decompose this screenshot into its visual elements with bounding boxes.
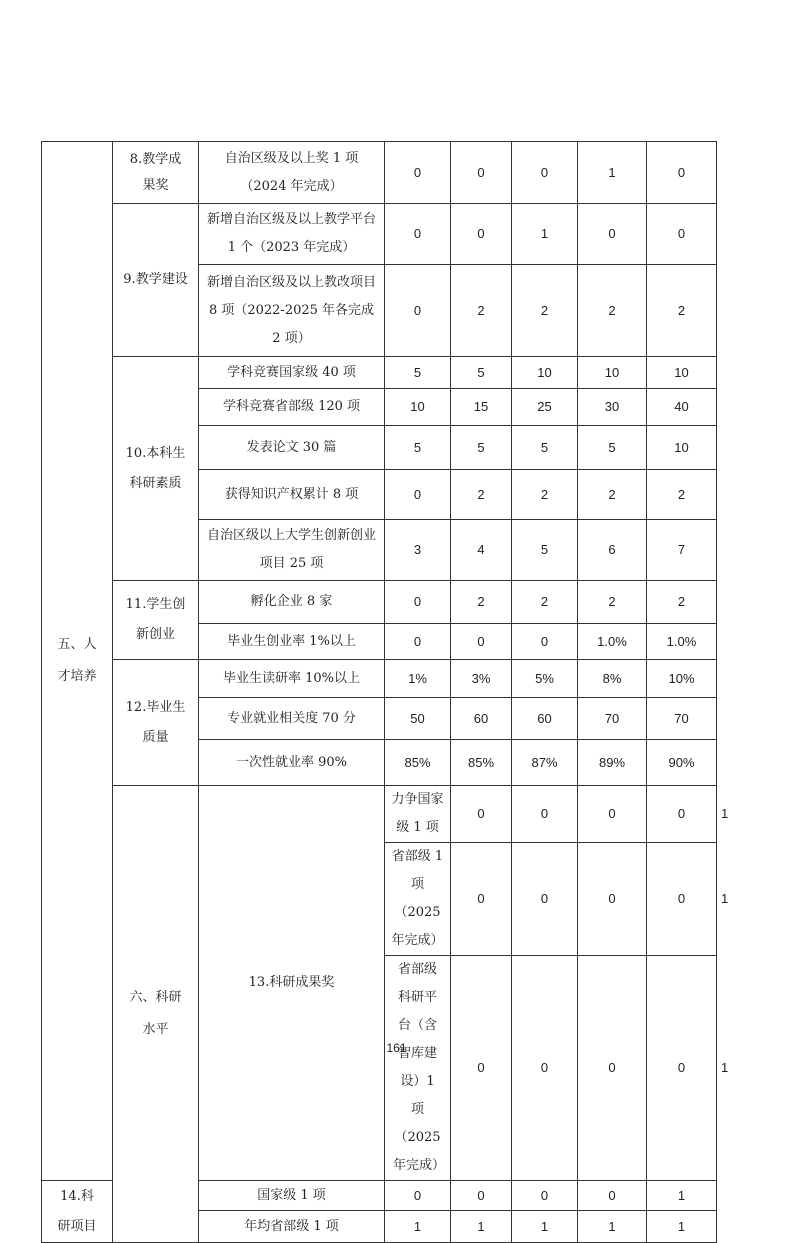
value-cell: 0 — [647, 786, 717, 843]
value-cell: 87% — [512, 740, 578, 786]
value-cell: 89% — [578, 740, 647, 786]
indicator-cell: 一次性就业率 90% — [199, 740, 385, 786]
table-row: 省部级科研平台（含智库建设）1 项（2025 年完成） 0 0 0 0 1 — [42, 956, 717, 1181]
value-cell: 0 — [385, 265, 451, 357]
value-cell: 2 — [578, 265, 647, 357]
subcategory-cell: 9.教学建设 — [113, 204, 199, 357]
value-cell: 0 — [647, 956, 717, 1181]
value-cell: 2 — [451, 581, 512, 624]
value-cell: 0 — [385, 142, 451, 204]
value-cell: 5 — [512, 426, 578, 470]
value-cell: 70 — [578, 698, 647, 740]
indicator-cell: 发表论文 30 篇 — [199, 426, 385, 470]
value-cell: 0 — [647, 204, 717, 265]
value-cell: 10% — [647, 660, 717, 698]
page-number: 161 — [386, 1041, 407, 1055]
value-cell: 0 — [578, 204, 647, 265]
table-row — [42, 142, 717, 204]
value-cell: 0 — [647, 142, 717, 204]
subcategory-cell: 13.科研成果奖 — [199, 786, 385, 1181]
table-row — [42, 204, 717, 265]
table-row: 六、科研水平 13.科研成果奖 力争国家级 1 项 0 0 0 0 1 — [42, 786, 717, 843]
value-cell: 8% — [578, 660, 647, 698]
indicator-cell: 国家级 1 项 — [199, 1181, 385, 1211]
value-cell: 0 — [512, 956, 578, 1181]
value-cell: 85% — [385, 740, 451, 786]
value-cell: 10 — [512, 357, 578, 389]
value-cell: 2 — [578, 470, 647, 520]
indicator-cell: 自治区级及以上奖 1 项（2024 年完成） — [199, 142, 385, 204]
value-cell: 30 — [578, 389, 647, 426]
subcategory-cell: 14.科研项目 — [42, 1181, 113, 1243]
value-cell: 0 — [647, 843, 717, 956]
value-cell: 5 — [385, 426, 451, 470]
value-cell: 10 — [647, 426, 717, 470]
value-cell: 70 — [647, 698, 717, 740]
value-cell: 5 — [451, 357, 512, 389]
value-cell: 85% — [451, 740, 512, 786]
value-cell: 3% — [451, 660, 512, 698]
subcategory-cell: 12.毕业生质量 — [113, 660, 199, 786]
value-cell: 10 — [578, 357, 647, 389]
value-cell: 5 — [512, 520, 578, 581]
value-cell: 2 — [451, 265, 512, 357]
value-cell: 2 — [578, 581, 647, 624]
value-cell: 1 — [647, 1181, 717, 1211]
value-cell: 0 — [512, 624, 578, 660]
value-cell: 0 — [451, 786, 512, 843]
table-row — [42, 660, 717, 698]
value-cell: 60 — [512, 698, 578, 740]
value-cell: 6 — [578, 520, 647, 581]
value-cell: 1 — [578, 1211, 647, 1243]
indicator-cell: 孵化企业 8 家 — [199, 581, 385, 624]
indicator-cell: 学科竞赛国家级 40 项 — [199, 357, 385, 389]
value-cell: 5 — [385, 357, 451, 389]
indicator-cell: 学科竞赛省部级 120 项 — [199, 389, 385, 426]
indicator-cell: 力争国家级 1 项 — [385, 786, 451, 843]
value-cell: 0 — [451, 1181, 512, 1211]
value-cell: 0 — [385, 470, 451, 520]
value-cell: 0 — [578, 786, 647, 843]
value-cell: 0 — [512, 843, 578, 956]
value-cell: 1 — [451, 1211, 512, 1243]
value-cell: 0 — [385, 581, 451, 624]
table-row: 省部级 1 项（2025 年完成） 0 0 0 0 1 — [42, 843, 717, 956]
value-cell: 1 — [385, 1211, 451, 1243]
indicator-cell: 年均省部级 1 项 — [199, 1211, 385, 1243]
subcategory-cell: 10.本科生科研素质 — [113, 357, 199, 581]
value-cell: 0 — [385, 1181, 451, 1211]
indicator-cell: 专业就业相关度 70 分 — [199, 698, 385, 740]
indicator-cell: 毕业生创业率 1%以上 — [199, 624, 385, 660]
indicator-cell: 省部级科研平台（含智库建设）1 项（2025 年完成） — [385, 956, 451, 1181]
value-cell: 1 — [578, 142, 647, 204]
indicator-cell: 获得知识产权累计 8 项 — [199, 470, 385, 520]
value-cell: 25 — [512, 389, 578, 426]
value-cell: 2 — [512, 470, 578, 520]
indicator-cell: 省部级 1 项（2025 年完成） — [385, 843, 451, 956]
category-cell: 五、人才培养 — [42, 142, 113, 1181]
value-cell: 5 — [451, 426, 512, 470]
value-cell: 2 — [647, 470, 717, 520]
value-cell: 1 — [512, 204, 578, 265]
value-cell: 0 — [512, 1181, 578, 1211]
value-cell: 0 — [512, 142, 578, 204]
value-cell: 1.0% — [578, 624, 647, 660]
value-cell: 10 — [385, 389, 451, 426]
value-cell: 7 — [647, 520, 717, 581]
value-cell: 1 — [647, 1211, 717, 1243]
value-cell: 1.0% — [647, 624, 717, 660]
value-cell: 40 — [647, 389, 717, 426]
value-cell: 0 — [451, 204, 512, 265]
table-row — [42, 357, 717, 389]
value-cell: 50 — [385, 698, 451, 740]
indicator-cell: 新增自治区级及以上教学平台 1 个（2023 年完成） — [199, 204, 385, 265]
value-cell: 5 — [578, 426, 647, 470]
value-cell: 2 — [512, 581, 578, 624]
indicator-cell: 新增自治区级及以上教改项目 8 项（2022-2025 年各完成 2 项） — [199, 265, 385, 357]
subcategory-cell: 11.学生创新创业 — [113, 581, 199, 660]
value-cell: 0 — [451, 142, 512, 204]
value-cell: 0 — [512, 786, 578, 843]
value-cell: 2 — [647, 265, 717, 357]
value-cell: 60 — [451, 698, 512, 740]
category-cell: 六、科研水平 — [113, 786, 199, 1243]
value-cell: 0 — [578, 956, 647, 1181]
value-cell: 10 — [647, 357, 717, 389]
indicator-cell: 自治区级以上大学生创新创业项目 25 项 — [199, 520, 385, 581]
value-cell: 2 — [647, 581, 717, 624]
value-cell: 0 — [385, 624, 451, 660]
table-row — [42, 581, 717, 624]
value-cell: 0 — [385, 204, 451, 265]
value-cell: 0 — [451, 956, 512, 1181]
subcategory-cell: 8.教学成果奖 — [113, 142, 199, 204]
value-cell: 2 — [512, 265, 578, 357]
value-cell: 1 — [512, 1211, 578, 1243]
value-cell: 90% — [647, 740, 717, 786]
value-cell: 0 — [451, 843, 512, 956]
value-cell: 3 — [385, 520, 451, 581]
value-cell: 5% — [512, 660, 578, 698]
indicator-cell: 毕业生读研率 10%以上 — [199, 660, 385, 698]
value-cell: 0 — [578, 843, 647, 956]
value-cell: 0 — [451, 624, 512, 660]
indicator-table — [41, 141, 729, 1243]
value-cell: 2 — [451, 470, 512, 520]
value-cell: 4 — [451, 520, 512, 581]
value-cell: 0 — [578, 1181, 647, 1211]
value-cell: 15 — [451, 389, 512, 426]
value-cell: 1% — [385, 660, 451, 698]
